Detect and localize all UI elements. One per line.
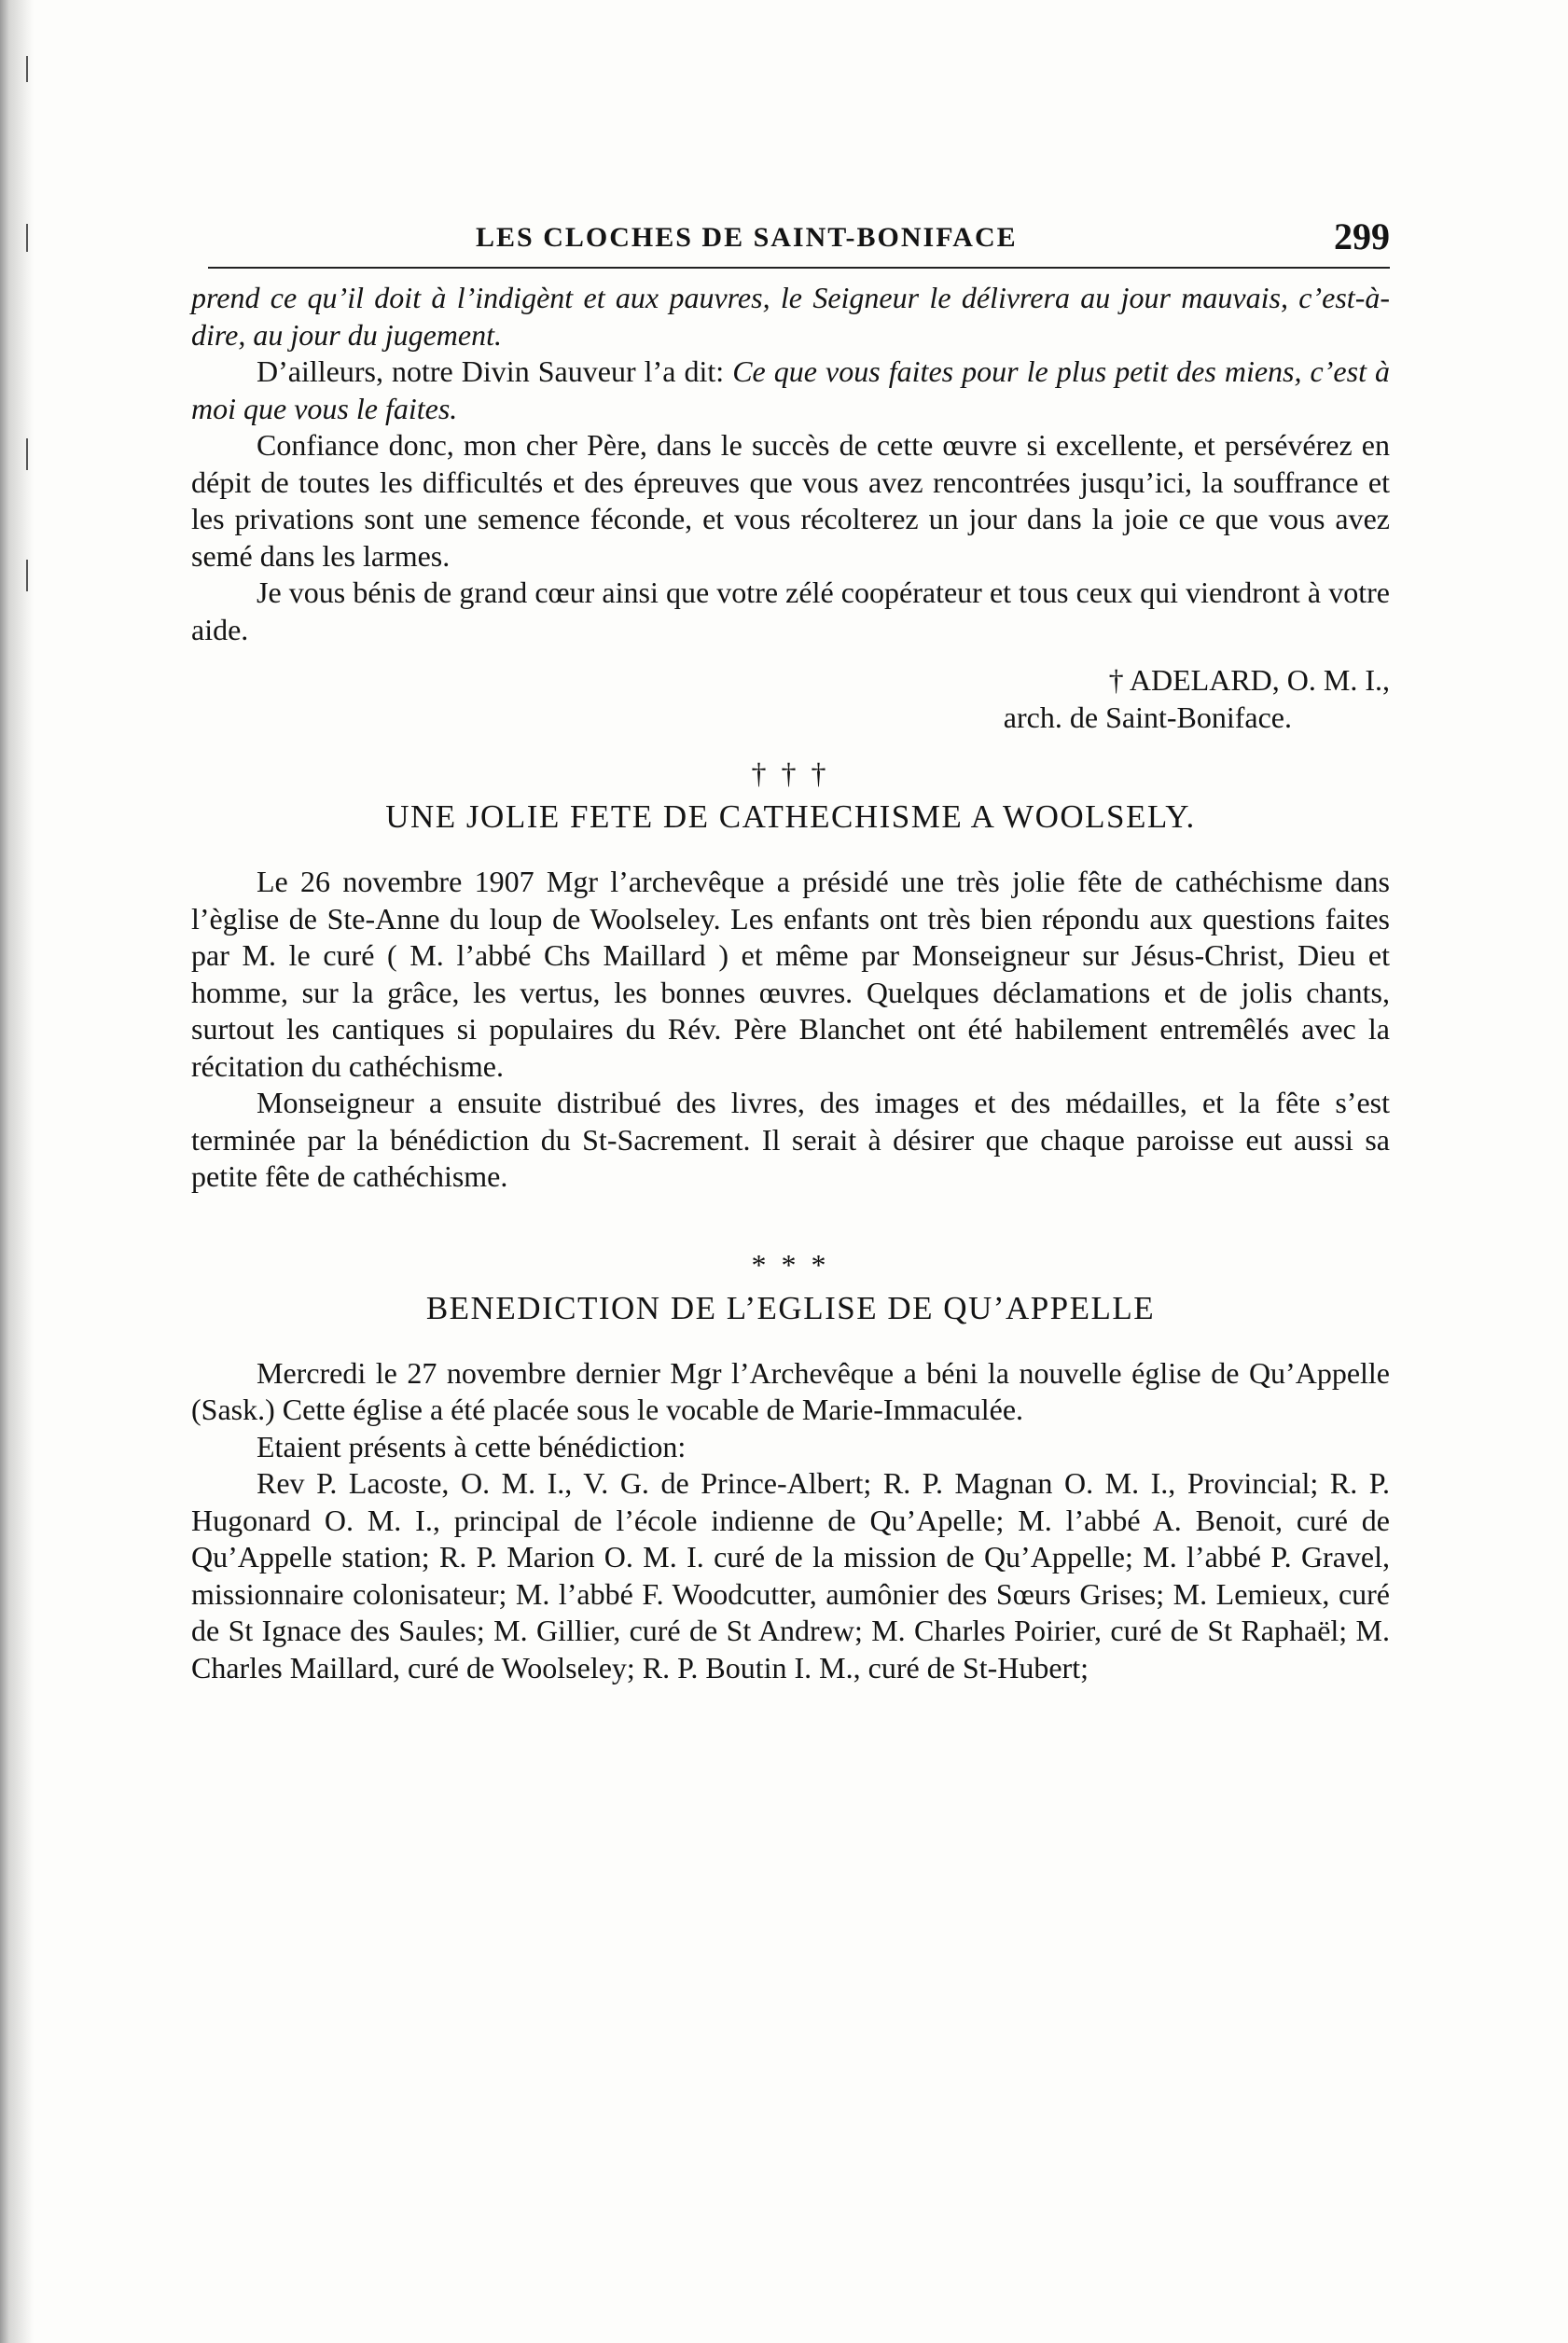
margin-mark bbox=[26, 56, 28, 82]
book-page bbox=[191, 215, 1390, 1686]
section-title: UNE JOLIE FETE DE CATHECHISME A WOOLSELY. bbox=[385, 798, 1196, 835]
article-paragraph: Rev P. Lacoste, O. M. I., V. G. de Prince-Albert; R. P. Magnan O. M. I., Provincial; R. P. Hugonard O. M. I., principal de l’école indienne de Qu’Apelle; M. l’abbé A. Benoit, curé de Qu’Appelle station; R. P. Marion O. M. I. curé de la mission de Qu’Appelle; M. l’abbé P. Gravel, missionnaire colonisateur; M. l’abbé F. Woodcutter, aumônier des Sœurs Grises; M. Lemieux, curé de St Ignace des Saules; M. Gillier, curé de St Andrew; M. Charles Poirier, curé de St Raphaël; M. Charles Maillard, curé de Woolseley; R. P. Boutin I. M., curé de St-Hubert; bbox=[191, 1466, 1390, 1684]
header-rule bbox=[208, 267, 1390, 269]
running-header bbox=[191, 215, 1390, 261]
letter-paragraph: Confiance donc, mon cher Père, dans le succès de cette œuvre si excellente, et persévérez en dépit de toutes les difficultés et des épreuves que vous avez rencontrées jusqu’ici, la souffrance et les privations sont une semence féconde, et vous récolterez un jour dans la joie ce que vous avez semé dans les larmes. bbox=[191, 428, 1390, 573]
section-title: BENEDICTION DE L’EGLISE DE QU’APPELLE bbox=[425, 1289, 1156, 1326]
paragraph-text: D’ailleurs, notre Divin Sauveur l’a dit: bbox=[257, 354, 733, 388]
section-divider: * * * bbox=[751, 1247, 830, 1282]
letter-paragraph: Je vous bénis de grand cœur ainsi que votre zélé coopérateur et tous ceux qui viendront à votre aide. bbox=[191, 575, 1390, 646]
section-divider: † † † bbox=[751, 756, 830, 790]
margin-mark bbox=[26, 438, 28, 470]
article-paragraph: Le 26 novembre 1907 Mgr l’archevêque a présidé une très jolie fête de cathéchisme dans l’èglise de Ste-Anne du loup de Woolseley. Les enfants ont très bien répondu aux questions faites par M. le curé ( M. l’abbé Chs Maillard ) et même par Monseigneur sur Jésus-Christ, Dieu et homme, sur la grâce, les vertus, les bonnes œuvres. Quelques déclamations et de jolis chants, surtout les cantiques si populaires du Rév. Père Blanchet ont été habilement entremêlés avec la récitation du cathéchisme. bbox=[191, 865, 1390, 1083]
scan-edge-shadow bbox=[0, 0, 34, 2343]
margin-mark bbox=[26, 224, 28, 252]
signature-title: arch. de Saint-Boniface. bbox=[1003, 700, 1292, 734]
margin-mark bbox=[26, 560, 28, 591]
article-catechism bbox=[191, 756, 1390, 1196]
running-title: LES CLOCHES DE SAINT-BONIFACE bbox=[476, 222, 1018, 253]
letter-paragraph: prend ce qu’il doit à l’indigènt et aux pauvres, le Seigneur le délivrera au jour mauvais, c’est-à-dire, au jour du jugement. bbox=[191, 281, 1390, 352]
article-paragraph: Mercredi le 27 novembre dernier Mgr l’Archevêque a béni la nouvelle église de Qu’Appelle (Sask.) Cette église a été placée sous le vocable de Marie-Immaculée. bbox=[191, 1355, 1390, 1426]
quotation: Ce que vous faites pour le plus petit des miens, c’est à moi que vous le faites. bbox=[191, 354, 1391, 425]
article-paragraph: Monseigneur a ensuite distribué des livres, des images et des médailles, et la fête s’est terminée par la bénédiction du St-Sacrement. Il serait à désirer que chaque paroisse eut aussi sa petite fête de cathéchisme. bbox=[191, 1086, 1390, 1193]
article-benediction bbox=[191, 1248, 1390, 1687]
page-number: 299 bbox=[1334, 215, 1390, 257]
letter-body bbox=[191, 280, 1390, 736]
signature-block bbox=[191, 661, 1390, 736]
article-paragraph: Etaient présents à cette bénédiction: bbox=[257, 1429, 687, 1463]
signature-name: † ADELARD, O. M. I., bbox=[1108, 663, 1390, 697]
letter-paragraph bbox=[191, 354, 1390, 427]
